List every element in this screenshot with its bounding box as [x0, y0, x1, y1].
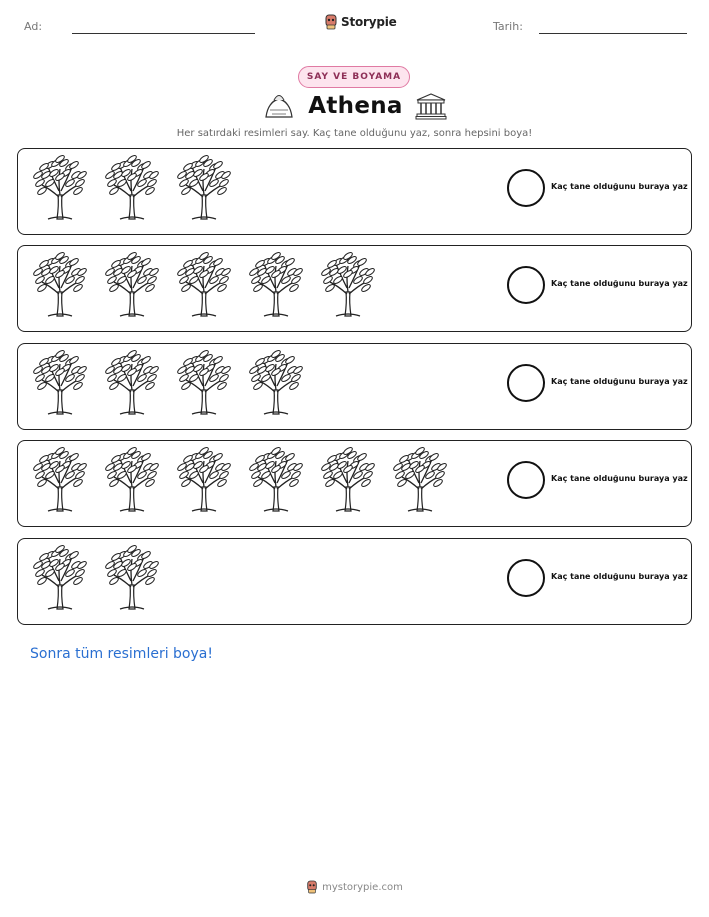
- name-label: Ad:: [24, 20, 43, 33]
- counting-row: [17, 538, 692, 625]
- counting-row: [17, 245, 692, 332]
- olive-tree-icon: [102, 155, 162, 221]
- olive-tree-icon: [30, 545, 90, 611]
- date-label: Tarih:: [493, 20, 523, 33]
- olive-tree-icon: [246, 252, 306, 318]
- olive-tree-icon: [30, 252, 90, 318]
- olive-tree-icon: [102, 350, 162, 416]
- page-title: Athena: [308, 93, 403, 119]
- answer-hint: Kaç tane olduğunu buraya yaz: [551, 279, 688, 288]
- storypie-logo: [324, 14, 397, 30]
- answer-circle[interactable]: [507, 266, 545, 304]
- tree-group: [30, 155, 234, 221]
- title-block: [0, 92, 709, 120]
- footer-message: Sonra tüm resimleri boya!: [30, 646, 213, 662]
- site-url: mystorypie.com: [322, 881, 403, 893]
- greek-temple-icon: [415, 92, 447, 120]
- brand-name: Storypie: [341, 15, 397, 29]
- answer-hint: Kaç tane olduğunu buraya yaz: [551, 377, 688, 386]
- olive-tree-icon: [174, 252, 234, 318]
- activity-badge: SAY VE BOYAMA: [298, 66, 410, 88]
- answer-hint: Kaç tane olduğunu buraya yaz: [551, 474, 688, 483]
- tree-group: [30, 447, 450, 513]
- answer-circle[interactable]: [507, 461, 545, 499]
- olive-tree-icon: [30, 155, 90, 221]
- olive-tree-icon: [174, 155, 234, 221]
- date-line: [539, 33, 687, 34]
- counting-row: [17, 343, 692, 430]
- answer-circle[interactable]: [507, 364, 545, 402]
- olive-tree-icon: [30, 447, 90, 513]
- olive-tree-icon: [318, 252, 378, 318]
- olive-tree-icon: [174, 350, 234, 416]
- answer-hint: Kaç tane olduğunu buraya yaz: [551, 182, 688, 191]
- goddess-helmet-icon: [262, 92, 296, 120]
- storypie-mascot-icon: [306, 880, 318, 894]
- olive-tree-icon: [246, 447, 306, 513]
- tree-group: [30, 350, 306, 416]
- name-line: [72, 33, 255, 34]
- site-footer: [0, 880, 709, 894]
- storypie-mascot-icon: [324, 14, 338, 30]
- counting-row: [17, 148, 692, 235]
- counting-row: [17, 440, 692, 527]
- olive-tree-icon: [390, 447, 450, 513]
- olive-tree-icon: [246, 350, 306, 416]
- olive-tree-icon: [318, 447, 378, 513]
- olive-tree-icon: [102, 545, 162, 611]
- answer-circle[interactable]: [507, 169, 545, 207]
- instructions: Her satırdaki resimleri say. Kaç tane olduğunu yaz, sonra hepsini boya!: [176, 128, 533, 139]
- olive-tree-icon: [174, 447, 234, 513]
- olive-tree-icon: [30, 350, 90, 416]
- olive-tree-icon: [102, 447, 162, 513]
- tree-group: [30, 252, 378, 318]
- tree-group: [30, 545, 162, 611]
- answer-hint: Kaç tane olduğunu buraya yaz: [551, 572, 688, 581]
- olive-tree-icon: [102, 252, 162, 318]
- answer-circle[interactable]: [507, 559, 545, 597]
